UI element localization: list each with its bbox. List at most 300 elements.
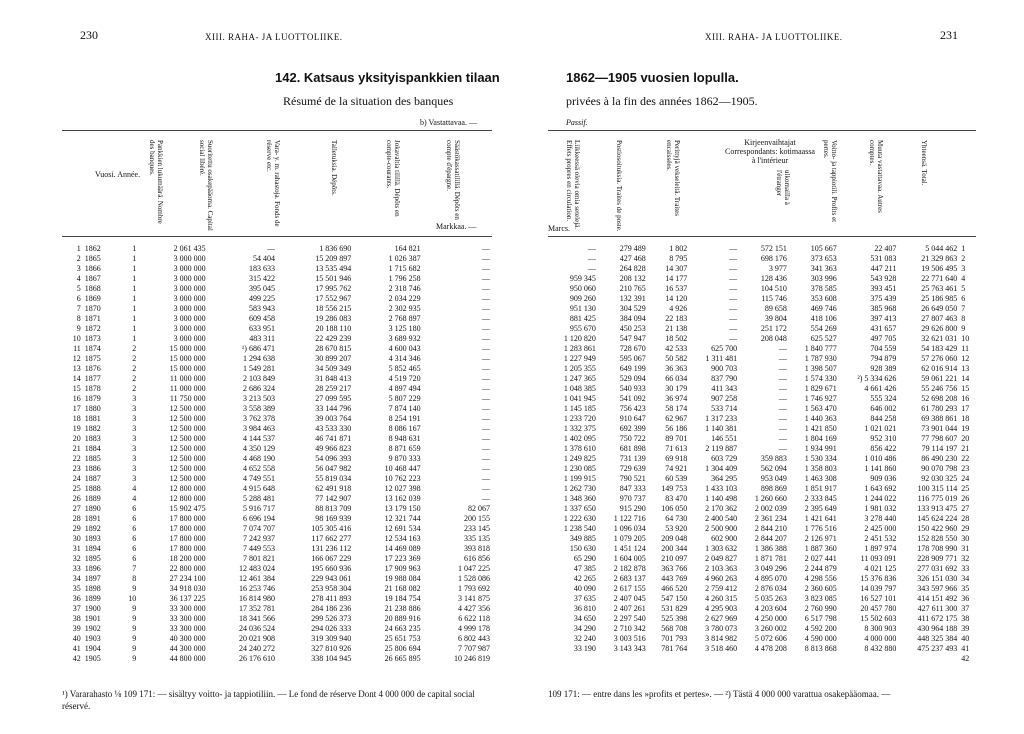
left_page-cell: 19 988 084 <box>384 574 421 583</box>
right_page-cell: 30 179 <box>665 384 688 393</box>
left_page-cell: 18 556 215 <box>315 304 352 313</box>
right_page-cell: 128 436 <box>760 274 787 283</box>
left_page-cell: 3 <box>132 454 137 463</box>
right_page-cell: 970 737 <box>619 494 646 503</box>
left_page-cell: 1 026 387 <box>388 254 421 263</box>
right_page-cell: 304 529 <box>619 304 646 313</box>
right_page-cell: 554 269 <box>810 324 837 333</box>
left_page-cell: 3 <box>132 394 137 403</box>
right_page-cell: 14 177 <box>665 274 688 283</box>
right_page-cell: 83 470 <box>665 494 688 503</box>
right_page-cell: 543 928 <box>870 274 897 283</box>
left_page-cell: 21 238 886 <box>384 604 421 613</box>
left_page-cell: 12 800 000 <box>169 494 206 503</box>
right_page-cell: — <box>729 324 738 333</box>
right_page-cell: 431 657 <box>870 324 897 333</box>
left_page-cell: — <box>482 254 490 263</box>
left_page-cell: 1 549 281 <box>242 364 275 373</box>
right_page-cell: 2 119 887 <box>705 444 738 453</box>
left_page-cell: 6 <box>132 504 137 513</box>
left-col-reserve-header: Vara- y. m. rahastoja. Fonds de réserve etc. <box>265 140 281 227</box>
right_page-row <box>548 334 976 344</box>
right_page-cell: 74 921 <box>665 464 688 473</box>
left_page-cell: 12 500 000 <box>169 404 206 413</box>
left_page-cell: — <box>482 354 490 363</box>
right_page-cell: 731 139 <box>619 454 646 463</box>
right_page-row <box>548 494 976 504</box>
right_page-cell: 53 920 <box>665 524 688 533</box>
left_page-row <box>62 374 492 384</box>
right_page-cell: 2 103 363 <box>705 564 738 573</box>
left_page-cell: — <box>482 494 490 503</box>
left_page-cell: — <box>482 284 490 293</box>
right_page-cell: 14 039 797 <box>860 584 897 593</box>
left_page-cell: 3 <box>132 424 137 433</box>
right_page-cell: 595 067 <box>619 354 646 363</box>
right-col-profits-header: Voitto- ja tappiotili. Profits et pertes. <box>822 140 838 223</box>
right_page-cell: 18 502 <box>665 334 688 343</box>
right_page-cell: 89 701 <box>665 434 688 443</box>
left-data-table <box>62 244 492 664</box>
left_page-cell: 34 509 349 <box>315 364 352 373</box>
left_page-cell: 5 916 717 <box>242 504 275 513</box>
right-table-title: 1862—1905 vuosien lopulla. <box>566 70 739 85</box>
left_page-cell: 616 856 <box>464 554 490 563</box>
left_page-row <box>62 324 492 334</box>
right_page-cell: 4 <box>961 274 966 283</box>
left_page-cell: 6 802 443 <box>458 634 490 643</box>
right_page-cell: 2 244 879 <box>804 564 837 573</box>
right_page-cell: 2 049 827 <box>705 554 738 563</box>
left_page-cell: 20 <box>72 434 81 443</box>
right_page-row <box>548 344 976 354</box>
left_page-cell: 77 142 907 <box>315 494 352 503</box>
left_page-cell: 12 500 000 <box>169 424 206 433</box>
right_page-cell: 5 072 606 <box>754 634 787 643</box>
right_page-cell: 448 325 384 <box>917 634 958 643</box>
left_page-row <box>62 384 492 394</box>
right_page-row <box>548 424 976 434</box>
left_page-cell: 15 000 000 <box>169 354 206 363</box>
right_page-cell: 411 343 <box>711 384 738 393</box>
left_page-cell: 4 144 537 <box>242 434 275 443</box>
right_page-cell: 531 829 <box>661 604 688 613</box>
left_page-cell: — <box>482 464 490 473</box>
right_page-cell: 3 <box>961 264 966 273</box>
right_page-cell: 1 304 409 <box>705 464 738 473</box>
right_page-cell: 2 182 878 <box>613 564 646 573</box>
right_page-cell: 781 764 <box>661 644 688 653</box>
left_page-cell: 2 302 935 <box>388 304 421 313</box>
left_page-cell: 34 <box>72 574 81 583</box>
right_page-row <box>548 434 976 444</box>
right_page-cell: 952 310 <box>870 434 897 443</box>
left_page-cell: 98 169 939 <box>315 514 352 523</box>
left_page-cell: 12 800 000 <box>169 484 206 493</box>
right_page-row <box>548 294 976 304</box>
left_page-row <box>62 314 492 324</box>
right_page-cell: 1 079 205 <box>613 534 646 543</box>
left_page-cell: — <box>482 344 490 353</box>
right_page-row <box>548 454 976 464</box>
right_page-row <box>548 464 976 474</box>
right-section-label: Passif. <box>566 118 588 127</box>
left_page-cell: 1872 <box>84 324 101 333</box>
right_page-cell: 4 250 000 <box>754 614 787 623</box>
left_page-cell: 338 104 945 <box>311 654 352 663</box>
right_page-cell: 16 527 101 <box>860 594 897 603</box>
right_page-cell: 1 244 022 <box>864 494 897 503</box>
right_page-row <box>548 324 976 334</box>
right_page-cell: 363 766 <box>661 564 688 573</box>
left_page-cell: 9 <box>132 624 137 633</box>
left_page-cell: 1862 <box>84 244 101 253</box>
right_page-cell: 572 151 <box>760 244 787 253</box>
right_page-cell <box>598 654 648 664</box>
left_page-cell: 7 707 987 <box>458 644 490 653</box>
left_page-cell: 17 800 000 <box>169 534 206 543</box>
right_page-row <box>548 564 976 574</box>
left_page-cell: 40 300 000 <box>169 634 206 643</box>
right_page-cell: 847 333 <box>619 484 646 493</box>
left_page-cell: 27 099 595 <box>315 394 352 403</box>
left_page-cell: 26 <box>72 494 81 503</box>
right-col-postal-header: Postiosoituksia. Traites de poste. <box>615 140 623 232</box>
right_page-cell: 1 934 991 <box>804 444 837 453</box>
right_page-row <box>548 364 976 374</box>
left_page-cell: 1 <box>132 264 137 273</box>
left_page-cell: 195 660 936 <box>311 564 352 573</box>
left_page-cell: 1871 <box>84 314 101 323</box>
left_page-cell: 2 686 324 <box>242 384 275 393</box>
right_page-cell: 150 630 <box>569 544 596 553</box>
right_page-cell: 1 402 095 <box>563 434 596 443</box>
left_page-cell: — <box>482 454 490 463</box>
right_page-cell: 2 395 649 <box>804 504 837 513</box>
left_page-cell: 1 <box>132 304 137 313</box>
left_page-cell: 46 741 871 <box>315 434 352 443</box>
left_page-cell: 2 <box>76 254 81 263</box>
left_page-cell: 105 305 416 <box>311 524 352 533</box>
right_page-cell: 2 710 342 <box>613 624 646 633</box>
right_page-cell: 704 559 <box>870 344 897 353</box>
right_page-cell: 42 <box>961 654 970 663</box>
right_page-row <box>548 314 976 324</box>
left_page-cell: 30 <box>72 534 81 543</box>
left_page-row <box>62 264 492 274</box>
right_page-cell: 57 276 060 <box>921 354 958 363</box>
left_page-cell: 29 <box>72 524 81 533</box>
left_page-cell: 31 <box>72 544 81 553</box>
right_page-row <box>548 274 976 284</box>
right_page-cell: 844 258 <box>870 414 897 423</box>
right_page-row <box>548 604 976 614</box>
left_page-cell: 15 000 000 <box>169 364 206 373</box>
right_page-cell: 430 964 188 <box>917 624 958 633</box>
right_page-cell: 3 518 460 <box>705 644 738 653</box>
right_page-cell: 40 090 <box>573 584 596 593</box>
left_page-cell: 12 691 534 <box>384 524 421 533</box>
right_page-cell: 1 317 233 <box>705 414 738 423</box>
right_page-cell: 25 186 985 <box>921 294 958 303</box>
right_page-cell <box>898 654 959 664</box>
left_page-cell: 200 155 <box>464 514 490 523</box>
left_page-cell: 1 <box>132 334 137 343</box>
right_page-cell: 29 <box>961 524 970 533</box>
left_page-cell: 4 <box>76 274 81 283</box>
left_page-cell: 1905 <box>84 654 101 663</box>
right_page-cell: 649 199 <box>619 364 646 373</box>
right_page-cell: 39 <box>961 624 970 633</box>
right_page-cell: — <box>729 244 738 253</box>
right_page-cell: 1 378 610 <box>563 444 596 453</box>
right_page-cell: 22 183 <box>665 314 688 323</box>
right_page-cell: 1 199 915 <box>563 474 596 483</box>
right-col-other-header: Muuta vastattavaa. Autres comptes. <box>868 140 884 213</box>
right-running-head: XIII. RAHA- JA LUOTTOLIIKE. <box>705 32 843 42</box>
right_page-cell: 35 <box>961 584 970 593</box>
right_page-cell: 568 708 <box>661 624 688 633</box>
right_page-cell: — <box>778 374 787 383</box>
right_page-cell: 393 451 <box>870 284 897 293</box>
left_page-cell: 20 889 916 <box>384 614 421 623</box>
right_page-cell: 2 170 362 <box>705 504 738 513</box>
right-col-collected-header: Perittyjä vekseleitä. Traites encaissées. <box>665 140 681 217</box>
left_page-cell: — <box>482 424 490 433</box>
right_page-cell: 41 <box>961 644 970 653</box>
right_page-cell: — <box>778 364 787 373</box>
right_page-cell: 15 <box>961 384 970 393</box>
right_page-cell: 1 205 355 <box>563 364 596 373</box>
right_page-cell: 2 627 969 <box>705 614 738 623</box>
left_page-cell: 1866 <box>84 264 101 273</box>
left_page-cell: 1 <box>132 324 137 333</box>
left_page-cell: 8 871 659 <box>388 444 421 453</box>
left_page-row <box>62 564 492 574</box>
left_page-cell: 7 874 140 <box>388 404 421 413</box>
right_page-cell: 21 <box>961 444 970 453</box>
left_page-cell: 17 223 369 <box>384 554 421 563</box>
right_page-cell: 1 440 363 <box>804 414 837 423</box>
right_page-cell: 378 585 <box>810 284 837 293</box>
right_page-cell: 200 344 <box>661 544 688 553</box>
left_page-cell: 12 500 000 <box>169 434 206 443</box>
left_page-cell: 319 309 940 <box>311 634 352 643</box>
left_page-cell: 15 209 897 <box>315 254 352 263</box>
right_page-cell: — <box>778 444 787 453</box>
left_page-cell: 278 411 893 <box>311 594 352 603</box>
right_page-row <box>548 484 976 494</box>
right_page-cell: 646 002 <box>870 404 897 413</box>
right_page-cell: 14 307 <box>665 264 688 273</box>
left_page-cell: 1880 <box>84 404 101 413</box>
right_page-cell: 2 400 540 <box>705 514 738 523</box>
left-col-capital-header: Suoritettu osakepääoma. Capital social libéré. <box>198 140 214 231</box>
right_page-cell: 447 211 <box>870 264 897 273</box>
right-table-subtitle: privées à la fin des années 1862—1905. <box>566 94 758 108</box>
left_page-row <box>62 604 492 614</box>
left_page-cell: 8 086 167 <box>388 424 421 433</box>
left_page-row <box>62 344 492 354</box>
left_page-row <box>62 624 492 634</box>
left_page-cell: 2 <box>132 374 137 383</box>
left_page-cell: 299 526 373 <box>311 614 352 623</box>
left_page-cell: 393 818 <box>464 544 490 553</box>
right_page-cell: 1 222 630 <box>563 514 596 523</box>
left_page-cell: 17 995 762 <box>315 284 352 293</box>
right_page-cell: 22 <box>961 454 970 463</box>
left_page-cell: 24 036 524 <box>238 624 275 633</box>
right_page-cell: 450 253 <box>619 324 646 333</box>
left_page-cell: 19 184 754 <box>384 594 421 603</box>
right_page-cell: 33 190 <box>573 644 596 653</box>
left_page-row <box>62 284 492 294</box>
left_page-row <box>62 544 492 554</box>
left-col-year-header: Vuosi. Année. <box>95 170 141 179</box>
left_page-cell: 327 810 926 <box>311 644 352 653</box>
left_page-cell: 1 <box>132 314 137 323</box>
left_page-cell: 12 027 398 <box>384 484 421 493</box>
left_page-cell: 294 026 333 <box>311 624 352 633</box>
right_page-cell: 1 247 365 <box>563 374 596 383</box>
right_page-cell: 52 698 208 <box>921 394 958 403</box>
left_page-cell: 7 242 937 <box>242 534 275 543</box>
left_page-cell: 1888 <box>84 484 101 493</box>
right_page-cell: 1 802 <box>669 244 688 253</box>
left_page-cell: 1904 <box>84 644 101 653</box>
right_page-cell: 149 753 <box>661 484 688 493</box>
left_page-cell: 1 793 692 <box>458 584 490 593</box>
right_page-cell: 11 <box>961 344 969 353</box>
left_page-cell: 3 000 000 <box>173 284 206 293</box>
right_page-row <box>548 304 976 314</box>
right_page-cell: 547 150 <box>661 594 688 603</box>
left_page-cell: 54 404 <box>252 254 275 263</box>
right_page-cell: 58 174 <box>665 404 688 413</box>
left_page-cell: 11 750 000 <box>169 394 206 403</box>
left_page-cell: — <box>482 404 490 413</box>
right_page-cell: 106 050 <box>661 504 688 513</box>
left_page-cell: 25 806 694 <box>384 644 421 653</box>
right_page-cell: 349 885 <box>569 534 596 543</box>
right_page-cell: — <box>587 244 596 253</box>
left_page-cell: 6 <box>76 294 81 303</box>
left_page-cell: 1 <box>76 244 81 253</box>
right_page-cell: 19 506 495 <box>921 264 958 273</box>
right-col-abroad-header: ulkomailla à l'étranger <box>775 170 791 205</box>
right_page-cell: 32 621 031 <box>921 334 958 343</box>
left-page-number: 230 <box>80 28 98 42</box>
left_page-cell: 1881 <box>84 414 101 423</box>
left_page-cell: 10 468 447 <box>384 464 421 473</box>
right_page-cell: 25 763 461 <box>921 284 958 293</box>
right_page-cell: 16 <box>961 394 970 403</box>
right_page-row <box>548 504 976 514</box>
left_page-cell: 11 000 000 <box>169 384 206 393</box>
right_page-cell: 790 521 <box>619 474 646 483</box>
right_page-cell: 3 977 <box>768 264 787 273</box>
right_page-cell: — <box>778 394 787 403</box>
right_page-cell: 4 021 125 <box>864 564 897 573</box>
right_page-cell: 303 996 <box>810 274 837 283</box>
right_page-cell: 414 151 492 <box>917 594 958 603</box>
right_page-cell: 47 385 <box>573 564 596 573</box>
left_page-cell: 1877 <box>84 374 101 383</box>
left_page-cell: 3 000 000 <box>173 294 206 303</box>
right_page-cell: 89 658 <box>764 304 787 313</box>
left_page-cell: 3 <box>132 414 137 423</box>
left_page-cell: 8 <box>132 574 137 583</box>
left_page-cell: 4 468 190 <box>242 454 275 463</box>
right_page-cell: 475 237 493 <box>917 644 958 653</box>
right_page-cell: 1 840 777 <box>804 344 837 353</box>
right_page-cell: 2 451 532 <box>864 534 897 543</box>
right_page-cell: 4 960 263 <box>705 574 738 583</box>
left_page-cell: 35 <box>72 584 81 593</box>
left_page-cell: 1897 <box>84 574 101 583</box>
left_page-cell: 33 300 000 <box>169 614 206 623</box>
right_page-cell: 1 421 641 <box>804 514 837 523</box>
left_page-cell: 33 <box>72 564 81 573</box>
right_page-cell: — <box>729 334 738 343</box>
left-section-label: b) Vastattavaa. — <box>420 118 477 127</box>
right_page-cell: 10 <box>961 334 970 343</box>
right_page-row <box>548 644 976 654</box>
left_page-cell: 4 749 551 <box>242 474 275 483</box>
left_page-cell: 1873 <box>84 334 101 343</box>
left_page-cell: — <box>482 264 490 273</box>
left_page-cell: 14 <box>72 374 81 383</box>
right_page-cell: 1 238 540 <box>563 524 596 533</box>
right_page-cell: 881 425 <box>569 314 596 323</box>
right_page-cell: 1 451 124 <box>613 544 646 553</box>
right_page-cell: 34 290 <box>573 624 596 633</box>
left_page-cell: 37 <box>72 604 81 613</box>
left_page-cell: 15 902 475 <box>169 504 206 513</box>
left_page-cell: 42 <box>72 654 81 663</box>
left-col-deposits-header: Talletuksia. Dépôts. <box>330 140 338 196</box>
right_page-row <box>548 634 976 644</box>
left_page-cell: 1894 <box>84 544 101 553</box>
left_page-cell: 25 651 753 <box>384 634 421 643</box>
right_page-cell: 2 683 137 <box>613 574 646 583</box>
right_page-cell: 1 386 388 <box>754 544 787 553</box>
right_page-cell: 4 592 200 <box>804 624 837 633</box>
right_page-cell: 497 705 <box>870 334 897 343</box>
left_page-cell: 5 807 229 <box>388 394 421 403</box>
right_page-cell: 1 337 650 <box>563 504 596 513</box>
left-header-top-rule <box>62 130 492 131</box>
right_page-cell: 62 016 914 <box>921 364 958 373</box>
left_page-row <box>62 434 492 444</box>
right-unit-label: Marcs. <box>548 224 570 233</box>
right_page-cell: 27 807 463 <box>921 314 958 323</box>
left_page-cell: 3 689 932 <box>388 334 421 343</box>
right_page-cell: 3 814 982 <box>705 634 738 643</box>
right-col-total-header: Yhteensä. Total. <box>920 140 928 186</box>
left_page-cell: 1869 <box>84 294 101 303</box>
left_page-cell: 4 427 356 <box>458 604 490 613</box>
right_page-cell: 1 021 021 <box>864 424 897 433</box>
left_page-cell: 1901 <box>84 614 101 623</box>
right_page-cell: 8 300 903 <box>864 624 897 633</box>
right_page-cell: 21 329 863 <box>921 254 958 263</box>
right_page-cell: 1 776 516 <box>804 524 837 533</box>
left_page-cell: 1889 <box>84 494 101 503</box>
left_page-row <box>62 574 492 584</box>
right_page-cell: 469 746 <box>810 304 837 313</box>
left_page-cell: 1 <box>132 294 137 303</box>
